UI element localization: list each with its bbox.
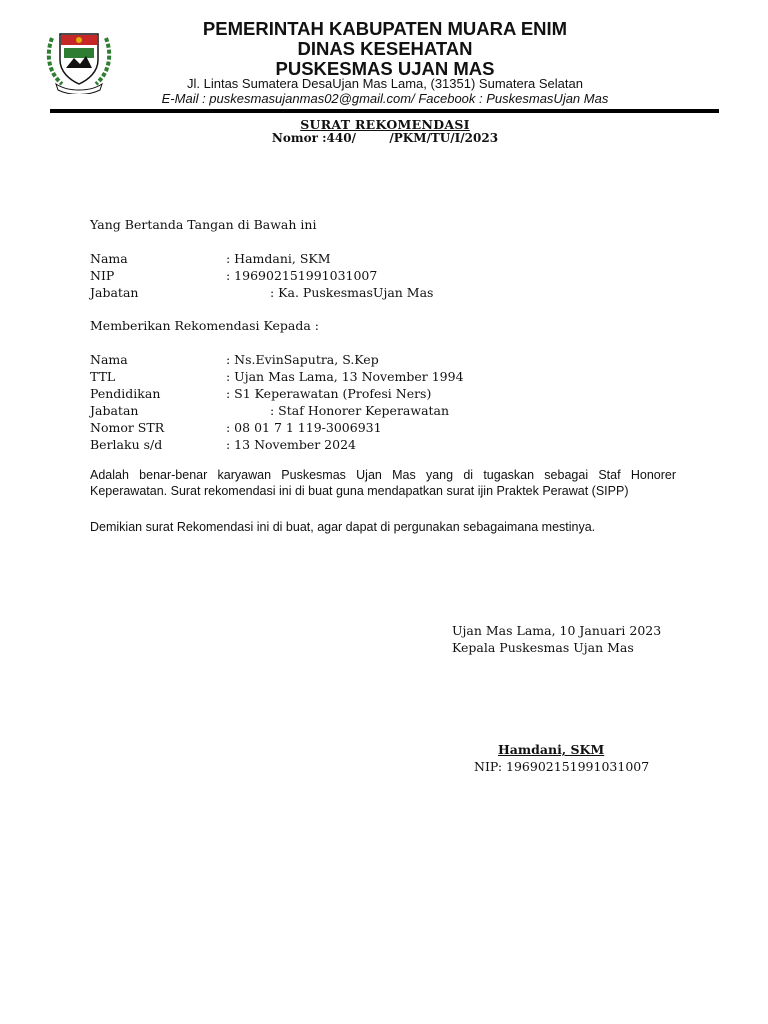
signer-role: Kepala Puskesmas Ujan Mas [452, 640, 634, 655]
body-paragraph-2: Demikian surat Rekomendasi ini di buat, agar dapat di pergunakan sebagaimana mestinya. [90, 520, 596, 534]
field-value: : Ns.EvinSaputra, S.Kep [226, 352, 379, 367]
body-paragraph-1: Adalah benar-benar karyawan Puskesmas Ujan Mas yang di tugaskan sebagai Staf Honorer Keperawatan. Surat rekomendasi ini di buat guna mendapatkan surat ijin Praktek Perawat (SIPP) [90, 468, 676, 498]
field-label: Nama [90, 251, 128, 266]
letterhead-contact: E-Mail : puskesmasujanmas02@gmail.com/ Facebook : PuskesmasUjan Mas [161, 91, 609, 106]
letter-number: Nomor :440/ /PKM/TU/I/2023 [271, 131, 499, 145]
place-date: Ujan Mas Lama, 10 Januari 2023 [452, 623, 662, 638]
letterhead-government-name: PEMERINTAH KABUPATEN MUARA ENIM [202, 18, 568, 39]
intro-text: Yang Bertanda Tangan di Bawah ini [90, 217, 317, 232]
field-value: : Hamdani, SKM [226, 251, 331, 266]
field-label: NIP [90, 268, 115, 283]
letter-title: SURAT REKOMENDASI [300, 117, 470, 132]
field-value: : Staf Honorer Keperawatan [270, 403, 450, 418]
field-label: Jabatan [90, 285, 139, 300]
field-value: : S1 Keperawatan (Profesi Ners) [226, 386, 432, 401]
regency-emblem-icon [44, 24, 114, 94]
letterhead-institution-name: PUSKESMAS UJAN MAS [275, 58, 495, 79]
signer-nip: NIP: 196902151991031007 [474, 759, 650, 774]
field-label: Nama [90, 352, 128, 367]
signer-name: Hamdani, SKM [498, 742, 605, 757]
field-value: : 13 November 2024 [226, 437, 356, 452]
field-value: : Ujan Mas Lama, 13 November 1994 [226, 369, 464, 384]
field-label: Jabatan [90, 403, 139, 418]
field-label: Pendidikan [90, 386, 161, 401]
field-value: : 196902151991031007 [226, 268, 378, 283]
letterhead-department-name: DINAS KESEHATAN [297, 38, 473, 59]
field-value: : 08 01 7 1 119-3006931 [226, 420, 382, 435]
letterhead-address: Jl. Lintas Sumatera DesaUjan Mas Lama, (31351) Sumatera Selatan [187, 76, 583, 91]
field-label: Nomor STR [90, 420, 165, 435]
recommend-to-text: Memberikan Rekomendasi Kepada : [90, 318, 320, 333]
field-label: Berlaku s/d [90, 437, 163, 452]
field-value: : Ka. PuskesmasUjan Mas [270, 285, 434, 300]
field-label: TTL [90, 369, 116, 384]
letterhead-divider [50, 109, 719, 113]
